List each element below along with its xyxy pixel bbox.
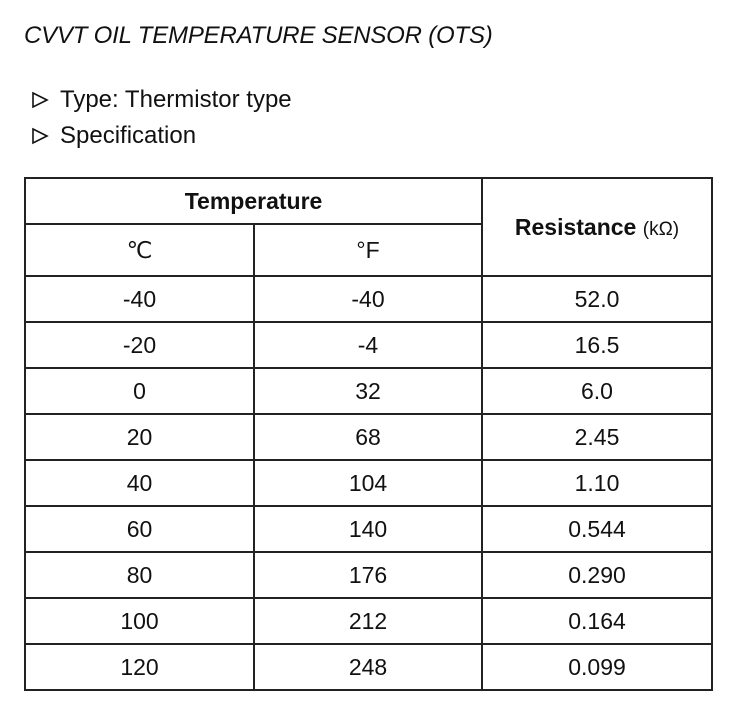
type-text: Type: Thermistor type (60, 86, 292, 113)
fahrenheit-cell: 32 (254, 368, 482, 414)
table-row (25, 552, 712, 598)
celsius-cell: -40 (25, 276, 254, 322)
celsius-cell: 80 (25, 552, 254, 598)
resistance-header (482, 178, 712, 276)
table-row (25, 598, 712, 644)
resistance-cell: 0.164 (482, 598, 712, 644)
table-row (25, 414, 712, 460)
specification-text: Specification (60, 122, 197, 149)
celsius-cell: 60 (25, 506, 254, 552)
temperature-header: Temperature (25, 178, 482, 224)
resistance-unit: (kΩ) (642, 218, 680, 240)
triangle-bullet-icon (30, 126, 50, 146)
table-row (25, 276, 712, 322)
resistance-cell: 1.10 (482, 460, 712, 506)
celsius-cell: 120 (25, 644, 254, 690)
specification-line (30, 122, 196, 150)
triangle-bullet-icon (30, 90, 50, 110)
resistance-cell: 16.5 (482, 322, 712, 368)
table-row (25, 506, 712, 552)
resistance-cell: 2.45 (482, 414, 712, 460)
celsius-cell: 0 (25, 368, 254, 414)
fahrenheit-cell: -40 (254, 276, 482, 322)
fahrenheit-cell: 68 (254, 414, 482, 460)
fahrenheit-cell: 104 (254, 460, 482, 506)
fahrenheit-cell: 176 (254, 552, 482, 598)
resistance-cell: 6.0 (482, 368, 712, 414)
celsius-cell: 100 (25, 598, 254, 644)
resistance-cell: 52.0 (482, 276, 712, 322)
table-row (25, 322, 712, 368)
resistance-cell: 0.290 (482, 552, 712, 598)
fahrenheit-header: °F (254, 224, 482, 276)
specification-table (24, 177, 713, 691)
celsius-cell: -20 (25, 322, 254, 368)
fahrenheit-cell: 140 (254, 506, 482, 552)
table-row (25, 368, 712, 414)
resistance-cell: 0.099 (482, 644, 712, 690)
table-row (25, 460, 712, 506)
resistance-cell: 0.544 (482, 506, 712, 552)
page-title: CVVT OIL TEMPERATURE SENSOR (OTS) (24, 22, 493, 49)
fahrenheit-cell: -4 (254, 322, 482, 368)
celsius-cell: 40 (25, 460, 254, 506)
fahrenheit-cell: 212 (254, 598, 482, 644)
celsius-header: ℃ (25, 224, 254, 276)
type-line (30, 86, 292, 114)
fahrenheit-cell: 248 (254, 644, 482, 690)
celsius-cell: 20 (25, 414, 254, 460)
resistance-label: Resistance (514, 213, 637, 240)
table-row (25, 644, 712, 690)
